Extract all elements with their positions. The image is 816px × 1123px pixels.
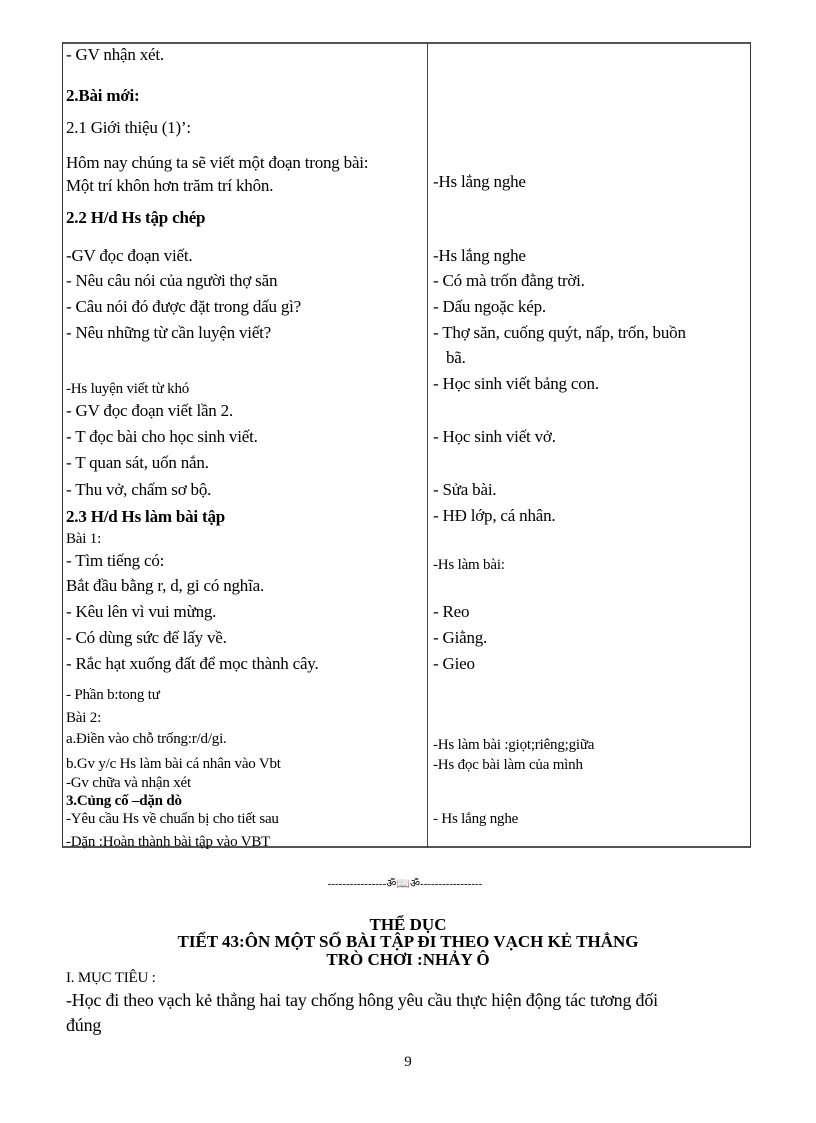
- section-separator: ----------------ॐ📖ॐ-----------------: [327, 878, 483, 890]
- teacher-activity: -Dặn :Hoàn thành bài tập vào VBT: [66, 834, 271, 850]
- teacher-activity: a.Điền vào chỗ trống:r/d/gi.: [66, 731, 227, 747]
- teacher-activity: - T quan sát, uốn nắn.: [66, 453, 209, 472]
- section-heading: 2.Bài mới:: [66, 86, 140, 105]
- teacher-activity: - GV đọc đoạn viết lần 2.: [66, 401, 234, 420]
- objective-text: đúng: [66, 1015, 102, 1035]
- teacher-activity: - Nêu câu nói của người thợ săn: [66, 271, 278, 290]
- student-activity: - Giằng.: [433, 628, 488, 647]
- student-activity: - Có mà trốn đằng trời.: [433, 271, 585, 290]
- student-activity: - Sửa bài.: [433, 480, 497, 499]
- teacher-activity: Bài 2:: [66, 710, 102, 726]
- teacher-activity: b.Gv y/c Hs làm bài cá nhân vào Vbt: [66, 756, 281, 772]
- teacher-activity: - Kêu lên vì vui mừng.: [66, 602, 217, 621]
- teacher-activity: Hôm nay chúng ta sẽ viết một đoạn trong bài:: [66, 153, 369, 172]
- objective-text: -Học đi theo vạch kẻ thẳng hai tay chống hông yêu cầu thực hiện động tác tương đối: [66, 990, 658, 1010]
- teacher-activity: Bắt đầu bằng r, d, gi có nghĩa.: [66, 576, 265, 595]
- teacher-activity: -Yêu cầu Hs về chuẩn bị cho tiết sau: [66, 811, 279, 827]
- teacher-activity: - Rắc hạt xuống đất để mọc thành cây.: [66, 654, 319, 673]
- student-activity: - Học sinh viết bảng con.: [433, 374, 599, 393]
- teacher-activity: -GV đọc đoạn viết.: [66, 246, 193, 265]
- lesson-title: TIẾT 43:ÔN MỘT SỐ BÀI TẬP ĐI THEO VẠCH KẺ THẲNG: [177, 932, 639, 951]
- column-divider: [427, 42, 428, 848]
- section-heading: 2.2 H/d Hs tập chép: [66, 208, 206, 227]
- teacher-activity: Bài 1:: [66, 531, 102, 547]
- student-activity: -Hs lắng nghe: [433, 246, 526, 265]
- teacher-activity: Một trí khôn hơn trăm trí khôn.: [66, 176, 274, 195]
- student-activity: bã.: [446, 348, 466, 367]
- teacher-activity: - Có dùng sức để lấy về.: [66, 628, 227, 647]
- game-title: TRÒ CHƠI :NHẢY Ô: [326, 950, 490, 969]
- page-number: 9: [404, 1054, 412, 1070]
- student-activity: - Gieo: [433, 654, 475, 673]
- subject-title: THỂ DỤC: [369, 915, 447, 934]
- teacher-activity: -Gv chữa và nhận xét: [66, 775, 191, 791]
- student-activity: - Dấu ngoặc kép.: [433, 297, 546, 316]
- teacher-activity: - Câu nói đó được đặt trong dấu gì?: [66, 297, 301, 316]
- objectives-heading: I. MỤC TIÊU :: [66, 970, 156, 986]
- student-activity: - HĐ lớp, cá nhân.: [433, 506, 556, 525]
- teacher-activity: - GV nhận xét.: [66, 45, 164, 64]
- student-activity: - Reo: [433, 602, 470, 621]
- teacher-activity: - T đọc bài cho học sinh viết.: [66, 427, 258, 446]
- student-activity: - Hs lắng nghe: [433, 811, 519, 827]
- student-activity: -Hs làm bài:: [433, 557, 505, 573]
- section-heading: 3.Củng cố –dặn dò: [66, 793, 182, 809]
- student-activity: -Hs làm bài :giọt;riêng;giữa: [433, 737, 595, 753]
- section-heading: 2.1 Giới thiệu (1)’:: [66, 118, 191, 137]
- teacher-activity: - Nêu những từ cần luyện viết?: [66, 323, 272, 342]
- section-heading: 2.3 H/d Hs làm bài tập: [66, 507, 226, 526]
- student-activity: - Học sinh viết vở.: [433, 427, 556, 446]
- teacher-activity: - Thu vở, chấm sơ bộ.: [66, 480, 212, 499]
- teacher-activity: - Phần b:tong tư: [66, 687, 160, 703]
- student-activity: -Hs lắng nghe: [433, 172, 526, 191]
- student-activity: - Thợ săn, cuống quýt, nấp, trốn, buồn: [433, 323, 686, 342]
- student-activity: -Hs đọc bài làm của mình: [433, 757, 583, 773]
- teacher-activity: - Tìm tiếng có:: [66, 551, 165, 570]
- teacher-activity: -Hs luyện viết từ khó: [66, 381, 190, 397]
